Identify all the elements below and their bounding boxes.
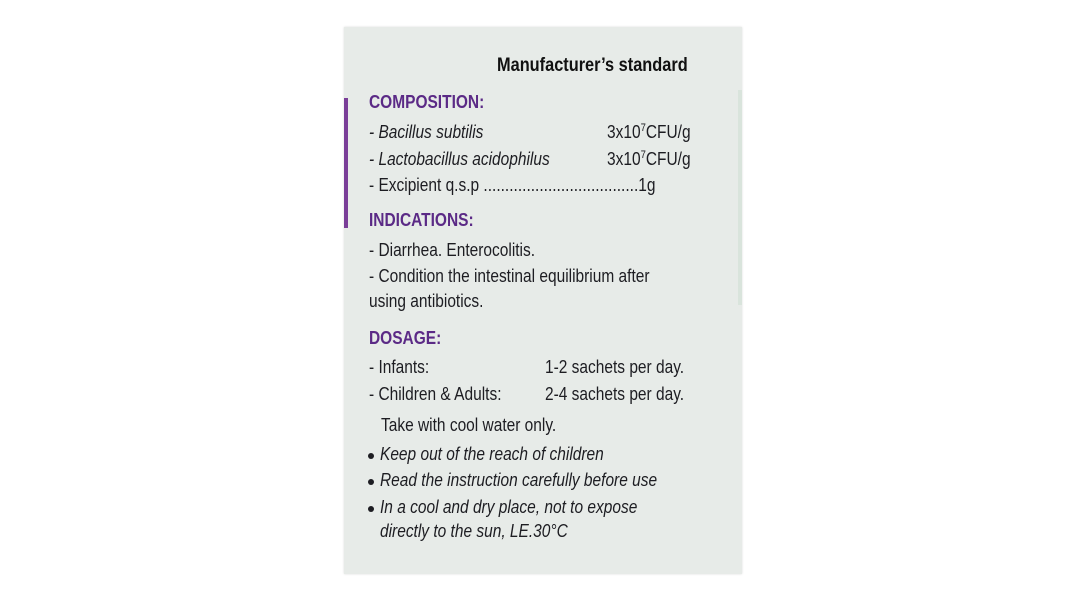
composition-heading: COMPOSITION:	[369, 92, 485, 112]
warning-line: directly to the sun, LE.30°C	[380, 521, 568, 541]
bullet-icon	[368, 506, 374, 512]
dosage-who: - Children & Adults:	[369, 384, 502, 404]
composition-item-amount: $3x10^7CFU/g$	[607, 149, 691, 169]
dosage-note: Take with cool water only.	[381, 415, 557, 435]
warning-line: In a cool and dry place, not to expose	[380, 497, 638, 517]
dosage-heading: DOSAGE:	[369, 328, 442, 348]
indication-line: - Condition the intestinal equilibrium after	[369, 266, 650, 286]
dosage-amount: 2-4 sachets per day.	[545, 384, 685, 404]
composition-item-name: - Lactobacillus acidophilus	[369, 149, 550, 169]
dosage-amount: 1-2 sachets per day.	[545, 357, 685, 377]
dosage-who: - Infants:	[369, 357, 430, 377]
indication-line: - Diarrhea. Enterocolitis.	[369, 240, 536, 260]
composition-item-name: - Bacillus subtilis	[369, 122, 484, 142]
bullet-icon	[368, 479, 374, 485]
warning-line: Read the instruction carefully before use	[380, 470, 658, 490]
manufacturer-standard: Manufacturer’s standard	[497, 55, 688, 76]
purple-accent-bar	[344, 98, 348, 228]
green-edge-bar	[738, 90, 742, 305]
warning-line: Keep out of the reach of children	[380, 444, 604, 464]
indication-line: using antibiotics.	[369, 291, 484, 311]
composition-item-amount: $3x10^7CFU/g$	[607, 122, 691, 142]
bullet-icon	[368, 453, 374, 459]
excipient-line: - Excipient q.s.p ....................................1g	[369, 175, 656, 195]
indications-heading: INDICATIONS:	[369, 210, 474, 230]
